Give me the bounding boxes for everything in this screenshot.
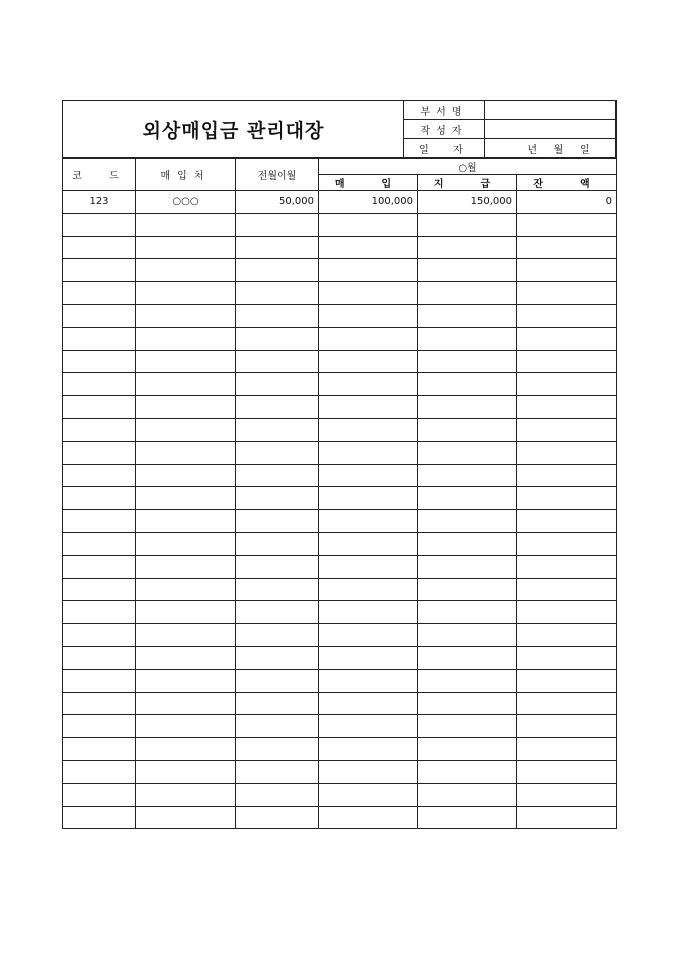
cell-prev-month[interactable] bbox=[236, 783, 319, 806]
ledger-body bbox=[63, 191, 617, 829]
cell-balance[interactable] bbox=[517, 624, 617, 647]
cell-purchase[interactable] bbox=[319, 578, 418, 601]
cell-purchase[interactable] bbox=[319, 396, 418, 419]
date-month-label: 월 bbox=[553, 144, 564, 156]
cell-balance[interactable] bbox=[517, 418, 617, 441]
cell-prev-month[interactable] bbox=[236, 396, 319, 419]
cell-purchase[interactable] bbox=[319, 327, 418, 350]
table-row bbox=[63, 282, 617, 305]
cell-prev-month[interactable] bbox=[236, 555, 319, 578]
cell-code[interactable] bbox=[63, 464, 136, 487]
cell-vendor[interactable] bbox=[136, 441, 236, 464]
cell-purchase[interactable] bbox=[319, 487, 418, 510]
cell-purchase[interactable] bbox=[319, 555, 418, 578]
cell-prev-month[interactable]: 50,000 bbox=[236, 191, 319, 214]
cell-payment[interactable] bbox=[418, 532, 517, 555]
cell-prev-month[interactable] bbox=[236, 373, 319, 396]
cell-code[interactable] bbox=[63, 624, 136, 647]
cell-vendor[interactable] bbox=[136, 601, 236, 624]
cell-code[interactable] bbox=[63, 259, 136, 282]
cell-payment[interactable] bbox=[418, 259, 517, 282]
cell-payment[interactable] bbox=[418, 555, 517, 578]
cell-vendor[interactable] bbox=[136, 578, 236, 601]
table-row bbox=[63, 578, 617, 601]
cell-code[interactable] bbox=[63, 738, 136, 761]
cell-balance[interactable] bbox=[517, 282, 617, 305]
cell-payment[interactable] bbox=[418, 760, 517, 783]
cell-purchase[interactable] bbox=[319, 624, 418, 647]
cell-vendor[interactable] bbox=[136, 213, 236, 236]
cell-payment[interactable] bbox=[418, 282, 517, 305]
cell-prev-month[interactable] bbox=[236, 487, 319, 510]
cell-code[interactable] bbox=[63, 373, 136, 396]
cell-balance[interactable]: 0 bbox=[517, 191, 617, 214]
cell-payment[interactable] bbox=[418, 396, 517, 419]
cell-purchase[interactable] bbox=[319, 510, 418, 533]
cell-purchase[interactable] bbox=[319, 532, 418, 555]
cell-payment[interactable] bbox=[418, 669, 517, 692]
cell-payment[interactable] bbox=[418, 350, 517, 373]
col-header-balance: 잔 액 bbox=[517, 175, 617, 191]
cell-balance[interactable] bbox=[517, 327, 617, 350]
cell-purchase[interactable] bbox=[319, 601, 418, 624]
cell-purchase[interactable] bbox=[319, 441, 418, 464]
cell-payment[interactable] bbox=[418, 783, 517, 806]
cell-payment[interactable] bbox=[418, 464, 517, 487]
cell-payment[interactable]: 150,000 bbox=[418, 191, 517, 214]
cell-balance[interactable] bbox=[517, 715, 617, 738]
author-label: 작성자 bbox=[404, 120, 485, 139]
cell-payment[interactable] bbox=[418, 601, 517, 624]
cell-code[interactable] bbox=[63, 715, 136, 738]
cell-code[interactable]: 123 bbox=[63, 191, 136, 214]
cell-balance[interactable] bbox=[517, 304, 617, 327]
cell-prev-month[interactable] bbox=[236, 646, 319, 669]
cell-code[interactable] bbox=[63, 418, 136, 441]
cell-code[interactable] bbox=[63, 487, 136, 510]
cell-balance[interactable] bbox=[517, 578, 617, 601]
table-row bbox=[63, 418, 617, 441]
cell-prev-month[interactable] bbox=[236, 282, 319, 305]
cell-payment[interactable] bbox=[418, 236, 517, 259]
ledger-table bbox=[62, 158, 617, 829]
cell-prev-month[interactable] bbox=[236, 304, 319, 327]
cell-code[interactable] bbox=[63, 441, 136, 464]
cell-vendor[interactable] bbox=[136, 806, 236, 829]
cell-payment[interactable] bbox=[418, 624, 517, 647]
cell-prev-month[interactable] bbox=[236, 532, 319, 555]
table-row bbox=[63, 304, 617, 327]
table-row bbox=[63, 259, 617, 282]
cell-prev-month[interactable] bbox=[236, 350, 319, 373]
cell-purchase[interactable] bbox=[319, 669, 418, 692]
cell-prev-month[interactable] bbox=[236, 738, 319, 761]
cell-prev-month[interactable] bbox=[236, 715, 319, 738]
cell-vendor[interactable] bbox=[136, 373, 236, 396]
col-header-code: 코 드 bbox=[63, 159, 136, 191]
table-row bbox=[63, 806, 617, 829]
cell-purchase[interactable] bbox=[319, 350, 418, 373]
cell-balance[interactable] bbox=[517, 760, 617, 783]
cell-vendor[interactable] bbox=[136, 464, 236, 487]
table-row bbox=[63, 669, 617, 692]
cell-purchase[interactable] bbox=[319, 806, 418, 829]
cell-prev-month[interactable] bbox=[236, 441, 319, 464]
cell-prev-month[interactable] bbox=[236, 418, 319, 441]
cell-purchase[interactable] bbox=[319, 738, 418, 761]
cell-code[interactable] bbox=[63, 282, 136, 305]
table-row bbox=[63, 760, 617, 783]
ledger-sheet bbox=[62, 100, 616, 829]
cell-balance[interactable] bbox=[517, 487, 617, 510]
cell-balance[interactable] bbox=[517, 555, 617, 578]
cell-code[interactable] bbox=[63, 396, 136, 419]
table-row bbox=[63, 510, 617, 533]
cell-code[interactable] bbox=[63, 601, 136, 624]
col-header-payment: 지 급 bbox=[418, 175, 517, 191]
col-header-prev-month: 전월이월 bbox=[236, 159, 319, 191]
dept-label: 부서명 bbox=[404, 101, 485, 120]
cell-purchase[interactable] bbox=[319, 715, 418, 738]
cell-prev-month[interactable] bbox=[236, 259, 319, 282]
cell-code[interactable] bbox=[63, 760, 136, 783]
cell-balance[interactable] bbox=[517, 532, 617, 555]
cell-prev-month[interactable] bbox=[236, 692, 319, 715]
cell-vendor[interactable] bbox=[136, 282, 236, 305]
cell-purchase[interactable] bbox=[319, 213, 418, 236]
cell-vendor[interactable] bbox=[136, 236, 236, 259]
cell-prev-month[interactable] bbox=[236, 510, 319, 533]
date-year-label: 년 bbox=[527, 144, 537, 156]
cell-code[interactable] bbox=[63, 783, 136, 806]
dept-field[interactable] bbox=[485, 101, 617, 120]
cell-vendor[interactable] bbox=[136, 555, 236, 578]
cell-prev-month[interactable] bbox=[236, 464, 319, 487]
ledger-header bbox=[62, 100, 616, 158]
table-row bbox=[63, 624, 617, 647]
cell-prev-month[interactable] bbox=[236, 760, 319, 783]
table-row bbox=[63, 327, 617, 350]
cell-code[interactable] bbox=[63, 646, 136, 669]
cell-purchase[interactable] bbox=[319, 282, 418, 305]
table-row bbox=[63, 236, 617, 259]
cell-vendor[interactable] bbox=[136, 418, 236, 441]
cell-purchase[interactable] bbox=[319, 760, 418, 783]
table-row bbox=[63, 396, 617, 419]
cell-vendor[interactable] bbox=[136, 715, 236, 738]
cell-balance[interactable] bbox=[517, 441, 617, 464]
cell-vendor[interactable] bbox=[136, 350, 236, 373]
approval-info-table bbox=[403, 100, 617, 158]
cell-prev-month[interactable] bbox=[236, 601, 319, 624]
cell-vendor[interactable] bbox=[136, 510, 236, 533]
cell-code[interactable] bbox=[63, 578, 136, 601]
cell-vendor[interactable] bbox=[136, 532, 236, 555]
cell-vendor[interactable] bbox=[136, 738, 236, 761]
cell-code[interactable] bbox=[63, 327, 136, 350]
cell-payment[interactable] bbox=[418, 304, 517, 327]
cell-vendor[interactable] bbox=[136, 624, 236, 647]
date-label: 일 자 bbox=[404, 139, 485, 158]
cell-vendor[interactable] bbox=[136, 304, 236, 327]
col-header-vendor: 매입처 bbox=[136, 159, 236, 191]
cell-balance[interactable] bbox=[517, 464, 617, 487]
cell-prev-month[interactable] bbox=[236, 327, 319, 350]
cell-payment[interactable] bbox=[418, 327, 517, 350]
table-row bbox=[63, 532, 617, 555]
cell-payment[interactable] bbox=[418, 738, 517, 761]
cell-vendor[interactable] bbox=[136, 327, 236, 350]
table-row bbox=[63, 213, 617, 236]
cell-balance[interactable] bbox=[517, 646, 617, 669]
cell-purchase[interactable] bbox=[319, 304, 418, 327]
cell-code[interactable] bbox=[63, 555, 136, 578]
cell-payment[interactable] bbox=[418, 510, 517, 533]
cell-vendor[interactable] bbox=[136, 783, 236, 806]
cell-balance[interactable] bbox=[517, 396, 617, 419]
cell-payment[interactable] bbox=[418, 487, 517, 510]
cell-payment[interactable] bbox=[418, 213, 517, 236]
cell-balance[interactable] bbox=[517, 259, 617, 282]
cell-balance[interactable] bbox=[517, 669, 617, 692]
cell-purchase[interactable] bbox=[319, 692, 418, 715]
cell-balance[interactable] bbox=[517, 738, 617, 761]
cell-payment[interactable] bbox=[418, 373, 517, 396]
date-field[interactable] bbox=[485, 139, 617, 158]
date-day-label: 일 bbox=[579, 144, 590, 156]
col-header-month-group: ○월 bbox=[319, 159, 617, 175]
cell-purchase[interactable] bbox=[319, 418, 418, 441]
cell-prev-month[interactable] bbox=[236, 669, 319, 692]
cell-code[interactable] bbox=[63, 532, 136, 555]
cell-balance[interactable] bbox=[517, 213, 617, 236]
cell-balance[interactable] bbox=[517, 350, 617, 373]
table-row bbox=[63, 555, 617, 578]
cell-payment[interactable] bbox=[418, 646, 517, 669]
cell-code[interactable] bbox=[63, 692, 136, 715]
cell-balance[interactable] bbox=[517, 236, 617, 259]
cell-vendor[interactable] bbox=[136, 692, 236, 715]
cell-prev-month[interactable] bbox=[236, 236, 319, 259]
cell-balance[interactable] bbox=[517, 783, 617, 806]
cell-code[interactable] bbox=[63, 236, 136, 259]
cell-vendor[interactable] bbox=[136, 396, 236, 419]
cell-payment[interactable] bbox=[418, 806, 517, 829]
table-row bbox=[63, 738, 617, 761]
cell-vendor[interactable] bbox=[136, 259, 236, 282]
cell-purchase[interactable] bbox=[319, 259, 418, 282]
col-header-purchase: 매 입 bbox=[319, 175, 418, 191]
table-row bbox=[63, 441, 617, 464]
cell-code[interactable] bbox=[63, 213, 136, 236]
cell-payment[interactable] bbox=[418, 441, 517, 464]
page-title: 외상매입금 관리대장 bbox=[142, 119, 325, 142]
table-row bbox=[63, 646, 617, 669]
cell-code[interactable] bbox=[63, 806, 136, 829]
cell-purchase[interactable] bbox=[319, 464, 418, 487]
table-row bbox=[63, 373, 617, 396]
table-row bbox=[63, 715, 617, 738]
table-row bbox=[63, 464, 617, 487]
cell-prev-month[interactable] bbox=[236, 806, 319, 829]
cell-payment[interactable] bbox=[418, 578, 517, 601]
cell-purchase[interactable] bbox=[319, 646, 418, 669]
cell-prev-month[interactable] bbox=[236, 213, 319, 236]
table-row bbox=[63, 692, 617, 715]
cell-code[interactable] bbox=[63, 669, 136, 692]
cell-balance[interactable] bbox=[517, 510, 617, 533]
cell-vendor[interactable]: ○○○ bbox=[136, 191, 236, 214]
cell-prev-month[interactable] bbox=[236, 624, 319, 647]
cell-code[interactable] bbox=[63, 304, 136, 327]
cell-balance[interactable] bbox=[517, 373, 617, 396]
cell-vendor[interactable] bbox=[136, 669, 236, 692]
table-row bbox=[63, 783, 617, 806]
cell-prev-month[interactable] bbox=[236, 578, 319, 601]
table-row bbox=[63, 487, 617, 510]
cell-balance[interactable] bbox=[517, 806, 617, 829]
cell-purchase[interactable]: 100,000 bbox=[319, 191, 418, 214]
cell-vendor[interactable] bbox=[136, 760, 236, 783]
author-field[interactable] bbox=[485, 120, 617, 139]
cell-payment[interactable] bbox=[418, 418, 517, 441]
cell-payment[interactable] bbox=[418, 692, 517, 715]
cell-purchase[interactable] bbox=[319, 236, 418, 259]
table-row bbox=[63, 350, 617, 373]
cell-code[interactable] bbox=[63, 510, 136, 533]
cell-balance[interactable] bbox=[517, 692, 617, 715]
cell-purchase[interactable] bbox=[319, 783, 418, 806]
cell-balance[interactable] bbox=[517, 601, 617, 624]
cell-vendor[interactable] bbox=[136, 646, 236, 669]
cell-purchase[interactable] bbox=[319, 373, 418, 396]
cell-payment[interactable] bbox=[418, 715, 517, 738]
cell-vendor[interactable] bbox=[136, 487, 236, 510]
table-row bbox=[63, 191, 617, 214]
cell-code[interactable] bbox=[63, 350, 136, 373]
table-row bbox=[63, 601, 617, 624]
